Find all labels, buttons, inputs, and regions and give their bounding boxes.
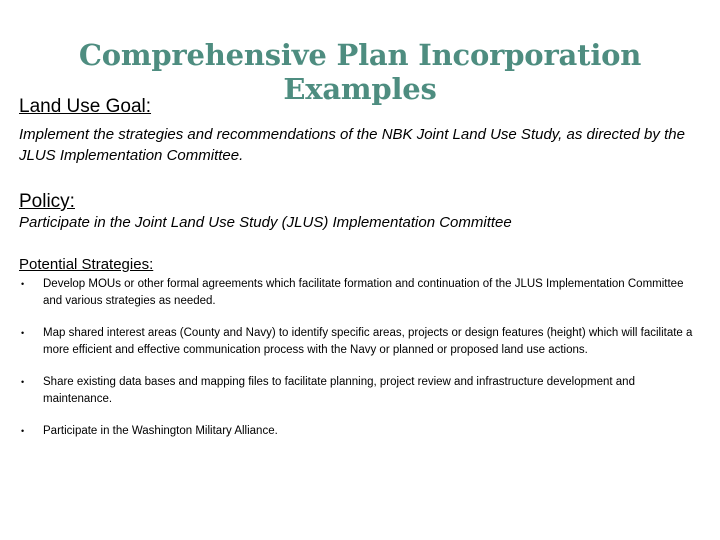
slide-title: Comprehensive Plan Incorporation Examples: [78, 38, 642, 106]
bullet-icon: •: [21, 328, 25, 338]
strategy-item: [19, 276, 699, 309]
strategy-item: [19, 374, 699, 407]
bullet-icon: •: [21, 426, 25, 436]
policy-text: Participate in the Joint Land Use Study (JLUS) Implementation Committee: [19, 214, 512, 231]
strategy-text: Develop MOUs or other formal agreements which facilitate formation and continuation of the JLUS Implementation Committee and various strategies as needed.: [43, 278, 684, 307]
strategies-label: Potential Strategies:: [19, 256, 154, 273]
goal-text: Implement the strategies and recommendations of the NBK Joint Land Use Study, as directed by the JLUS Implementation Committee.: [19, 126, 685, 164]
strategy-text: Share existing data bases and mapping files to facilitate planning, project review and infrastructure development and maintenance.: [43, 376, 635, 405]
strategy-text: Map shared interest areas (County and Navy) to identify specific areas, projects or design features (height) which will facilitate a more efficient and effective communication process with the Navy or planned or proposed land use actions.: [43, 327, 693, 356]
bullet-icon: •: [21, 279, 25, 289]
strategy-item: [19, 423, 699, 440]
goal-label: Land Use Goal:: [19, 96, 152, 117]
strategy-item: [19, 325, 699, 358]
strategy-text: Participate in the Washington Military Alliance.: [43, 425, 278, 437]
policy-label: Policy:: [19, 191, 75, 212]
bullet-icon: •: [21, 377, 25, 387]
strategies-list: [19, 276, 699, 456]
